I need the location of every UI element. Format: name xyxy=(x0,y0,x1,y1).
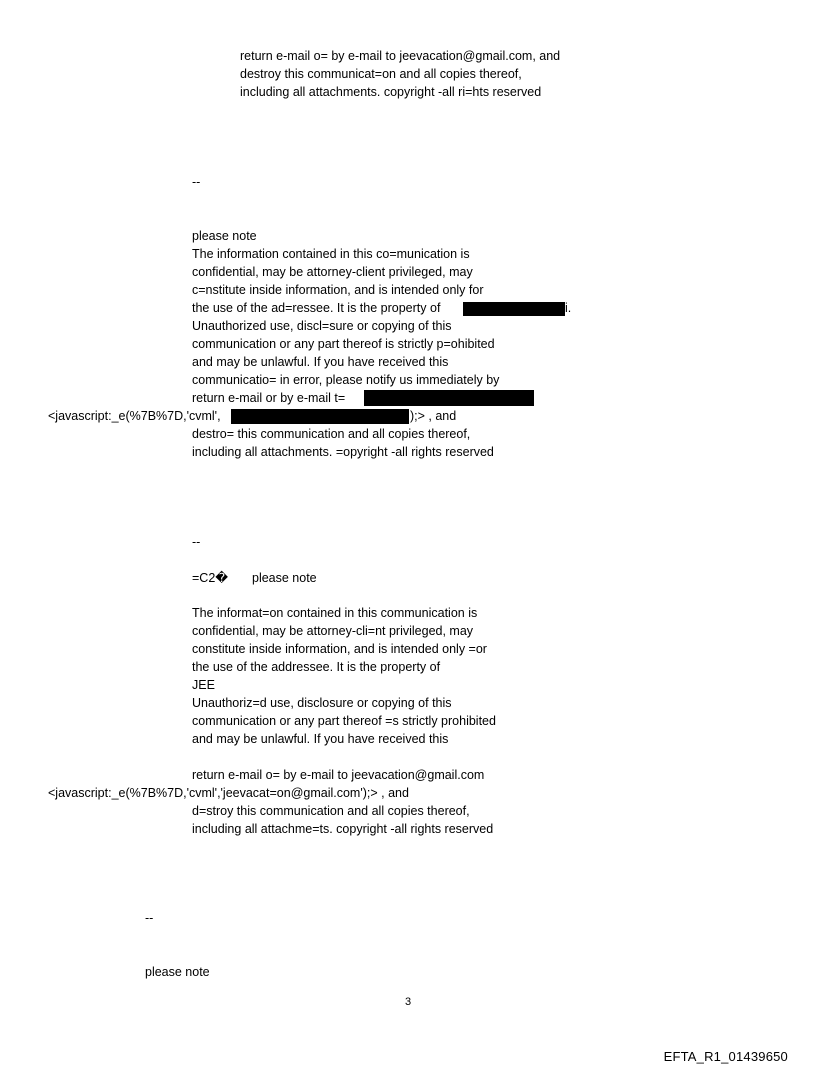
block1-line-1: return e-mail o= by e-mail to jeevacation@gmail.com, and xyxy=(240,49,561,63)
block4-heading: please note xyxy=(145,965,210,979)
block2-line-8: communicatio= in error, please notify us immediately by xyxy=(192,373,500,387)
bates-number: EFTA_R1_01439650 xyxy=(663,1049,788,1064)
block2-line-4: the use of the ad=ressee. It is the property of xyxy=(192,301,441,315)
page-number: 3 xyxy=(404,996,412,1008)
block3-line-3: constitute inside information, and is intended only =or xyxy=(192,642,487,656)
block3-prefix: =C2� xyxy=(192,571,229,585)
separator-1: -- xyxy=(192,175,201,189)
redaction-box xyxy=(231,409,409,424)
block3-line-4: the use of the addressee. It is the property of xyxy=(192,660,441,674)
block3-tail-1: d=stroy this communication and all copies thereof, xyxy=(192,804,470,818)
block2-line-6: communication or any part thereof is strictly p=ohibited xyxy=(192,337,495,351)
block3-line-7: communication or any part thereof =s strictly prohibited xyxy=(192,714,496,728)
block2-line-2: confidential, may be attorney-client privileged, may xyxy=(192,265,473,279)
redaction-box xyxy=(364,390,534,406)
block2-tail-2: including all attachments. =opyright -all rights reserved xyxy=(192,445,494,459)
separator-3: -- xyxy=(145,911,154,925)
redaction-box xyxy=(463,302,565,316)
block2-line-5: Unauthorized use, discl=sure or copying of this xyxy=(192,319,452,333)
block2-property-suffix: i. xyxy=(565,301,572,315)
block3-line-1: The informat=on contained in this communication is xyxy=(192,606,478,620)
block3-line-5: JEE xyxy=(192,678,215,692)
block3-heading: please note xyxy=(252,571,317,585)
block1-line-3: including all attachments. copyright -all ri=hts reserved xyxy=(240,85,542,99)
block2-line-3: c=nstitute inside information, and is intended only for xyxy=(192,283,484,297)
block3-line-8: and may be unlawful. If you have received this xyxy=(192,732,449,746)
block3-line-6: Unauthoriz=d use, disclosure or copying of this xyxy=(192,696,452,710)
block2-line-1: The information contained in this co=munication is xyxy=(192,247,470,261)
block2-js-suffix: );> , and xyxy=(410,409,457,423)
block2-tail-1: destro= this communication and all copies thereof, xyxy=(192,427,471,441)
block3-js-line: <javascript:_e(%7B%7D,'cvml','jeevacat=on@gmail.com');> , and xyxy=(48,786,409,800)
block2-heading: please note xyxy=(192,229,257,243)
separator-2: -- xyxy=(192,535,201,549)
block1-line-2: destroy this communicat=on and all copies thereof, xyxy=(240,67,522,81)
block3-line-2: confidential, may be attorney-cli=nt privileged, may xyxy=(192,624,474,638)
block2-line-9: return e-mail or by e-mail t= xyxy=(192,391,346,405)
block2-js-prefix: <javascript:_e(%7B%7D,'cvml', xyxy=(48,409,221,423)
block2-line-7: and may be unlawful. If you have received this xyxy=(192,355,449,369)
block3-return-line: return e-mail o= by e-mail to jeevacation@gmail.com xyxy=(192,768,485,782)
block3-tail-2: including all attachme=ts. copyright -all rights reserved xyxy=(192,822,494,836)
